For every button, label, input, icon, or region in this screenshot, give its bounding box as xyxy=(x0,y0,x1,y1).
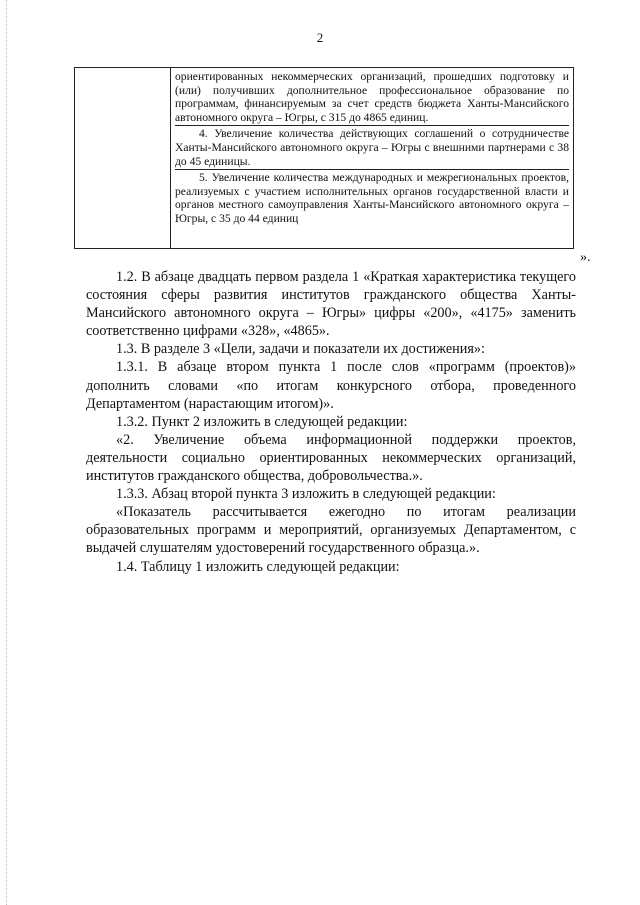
table-left-cell xyxy=(75,68,171,248)
table-row-divider xyxy=(175,125,569,126)
table-row-divider xyxy=(175,169,569,170)
table-item-5: 5. Увеличение количества международных и межрегиональных проектов, реализуемых с участием исполнительных органов государственной власти и органов местного самоуправления Ханты-Мансийского автономного округа – Югры, с 35 до 44 единиц xyxy=(175,171,569,225)
paragraph-1-3-3: 1.3.3. Абзац второй пункта 3 изложить в следующей редакции: xyxy=(116,486,496,503)
page-number: 2 xyxy=(316,30,324,45)
table-item-4: 4. Увеличение количества действующих соглашений о сотрудничестве Ханты-Мансийского автономного округа – Югры с внешними партнерами с 38 до 45 единицы. xyxy=(175,127,569,168)
indicators-table-fragment xyxy=(74,67,574,249)
paragraph-1-3-1: 1.3.1. В абзаце втором пункта 1 после слов «программ (проектов)» дополнить словами «по итогам конкурсного отбора, проведенного Департаментом (нарастающим итогом)». xyxy=(86,359,576,412)
paragraph-1-3-3-quote: «Показатель рассчитывается ежегодно по итогам реализации образовательных программ и мероприятий, организуемых Департаментом, с выдачей слушателям удостоверений государственного образца.». xyxy=(86,504,576,557)
table-item-3-tail: ориентированных некоммерческих организаций, прошедших подготовку и (или) получивших дополнительное профессиональное образование по программам, финансируемым за счет средств бюджета Ханты-Мансийского автономного округа – Югры, с 315 до 4865 единиц. xyxy=(175,70,569,124)
table-right-cell xyxy=(171,68,573,248)
paragraph-1-2: 1.2. В абзаце двадцать первом раздела 1 «Краткая характеристика текущего состояния сферы развития институтов гражданского общества Ханты-Мансийского автономного округа – Югры» цифры «200», «4175» заменить соответственно цифрами «328», «4865». xyxy=(86,269,576,340)
closing-quote: ». xyxy=(580,250,591,265)
paragraph-1-4: 1.4. Таблицу 1 изложить следующей редакции: xyxy=(116,558,400,575)
scan-edge-line xyxy=(6,0,8,905)
paragraph-1-3-2-quote: «2. Увеличение объема информационной поддержки проектов, деятельности социально ориентированных некоммерческих организаций, институтов гражданского общества, добровольчества.». xyxy=(86,431,576,485)
document-body xyxy=(86,268,576,576)
paragraph-1-3: 1.3. В разделе 3 «Цели, задачи и показатели их достижения»: xyxy=(116,341,485,358)
paragraph-1-3-2: 1.3.2. Пункт 2 изложить в следующей редакции: xyxy=(116,413,408,430)
